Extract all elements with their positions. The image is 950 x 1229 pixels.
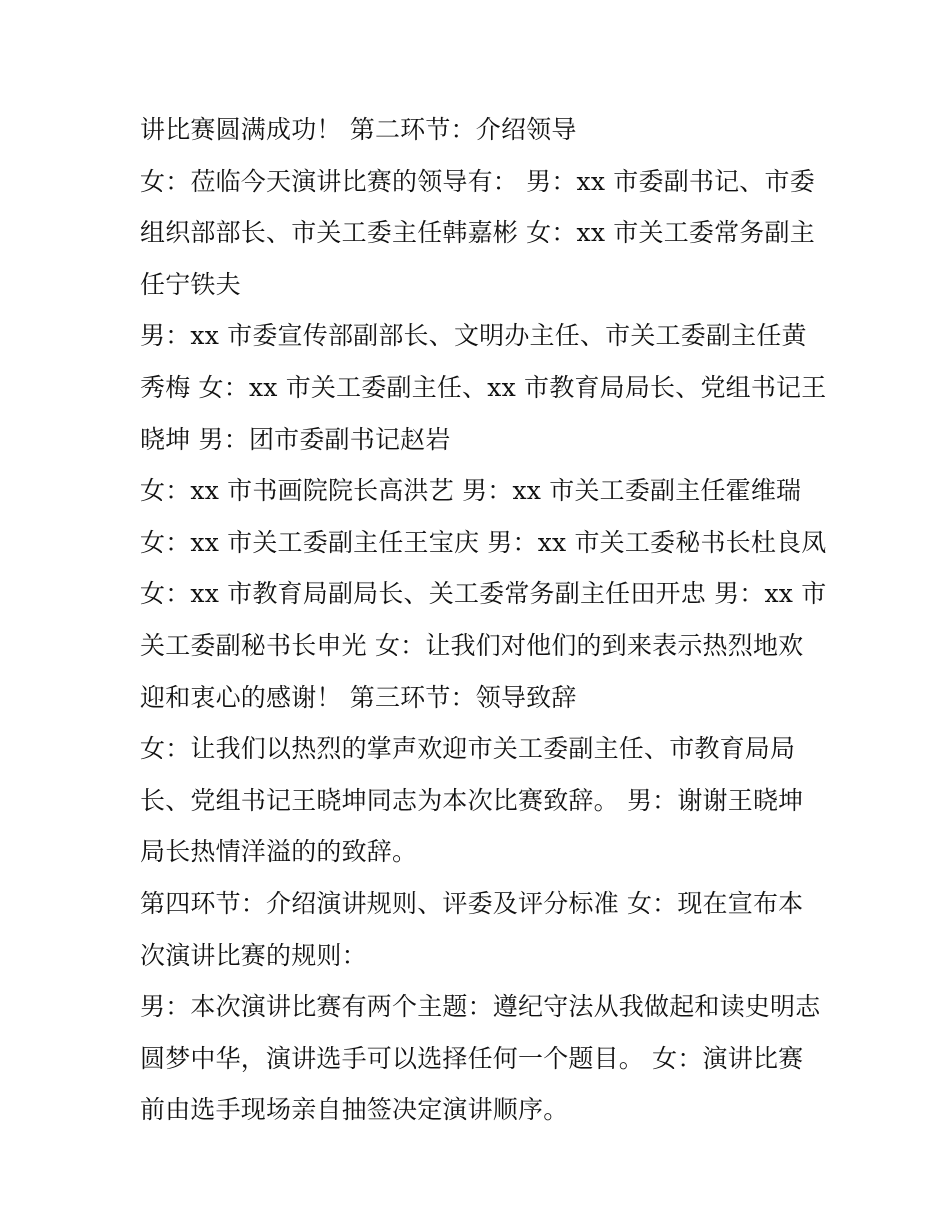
text-line: 长、党组书记王晓坤同志为本次比赛致辞。 男：谢谢王晓坤 [140, 785, 804, 815]
document-body [140, 104, 827, 1136]
text-line: 圆梦中华，演讲选手可以选择任何一个题目。 女：演讲比赛 [140, 1043, 804, 1073]
text-line: 局长热情洋溢的的致辞。 [140, 837, 418, 867]
text-line: 关工委副秘书长申光 女：让我们对他们的到来表示热烈地欢 [140, 630, 804, 660]
text-line: 组织部部长、市关工委主任韩嘉彬 女：xx 市关工委常务副主 [140, 218, 815, 248]
text-line: 女：xx 市教育局副局长、关工委常务副主任田开忠 男：xx 市 [140, 579, 827, 609]
text-line: 迎和衷心的感谢！ 第三环节：领导致辞 [140, 682, 577, 712]
text-line: 第四环节：介绍演讲规则、评委及评分标准 女：现在宣布本 [140, 888, 804, 918]
text-line: 女：让我们以热烈的掌声欢迎市关工委副主任、市教育局局 [140, 734, 796, 764]
text-line: 讲比赛圆满成功！ 第二环节：介绍领导 [140, 115, 577, 144]
text-line: 次演讲比赛的规则： [140, 940, 367, 970]
text-line: 女：xx 市关工委副主任王宝庆 男：xx 市关工委秘书长杜良凤 [140, 527, 827, 557]
text-line: 女：xx 市书画院院长高洪艺 男：xx 市关工委副主任霍维瑞 [140, 476, 802, 506]
text-line: 男：本次演讲比赛有两个主题：遵纪守法从我做起和读史明志 [140, 992, 821, 1022]
text-line: 任宁铁夫 [140, 269, 241, 299]
text-line: 秀梅 女：xx 市关工委副主任、xx 市教育局局长、党组书记王 [140, 372, 827, 402]
text-line: 男：xx 市委宣传部副部长、文明办主任、市关工委副主任黄 [140, 321, 807, 351]
text-line: 女：莅临今天演讲比赛的领导有： 男：xx 市委副书记、市委 [140, 166, 815, 196]
text-line: 前由选手现场亲自抽签决定演讲顺序。 [140, 1095, 569, 1125]
text-line: 晓坤 男：团市委副书记赵岩 [140, 424, 451, 454]
